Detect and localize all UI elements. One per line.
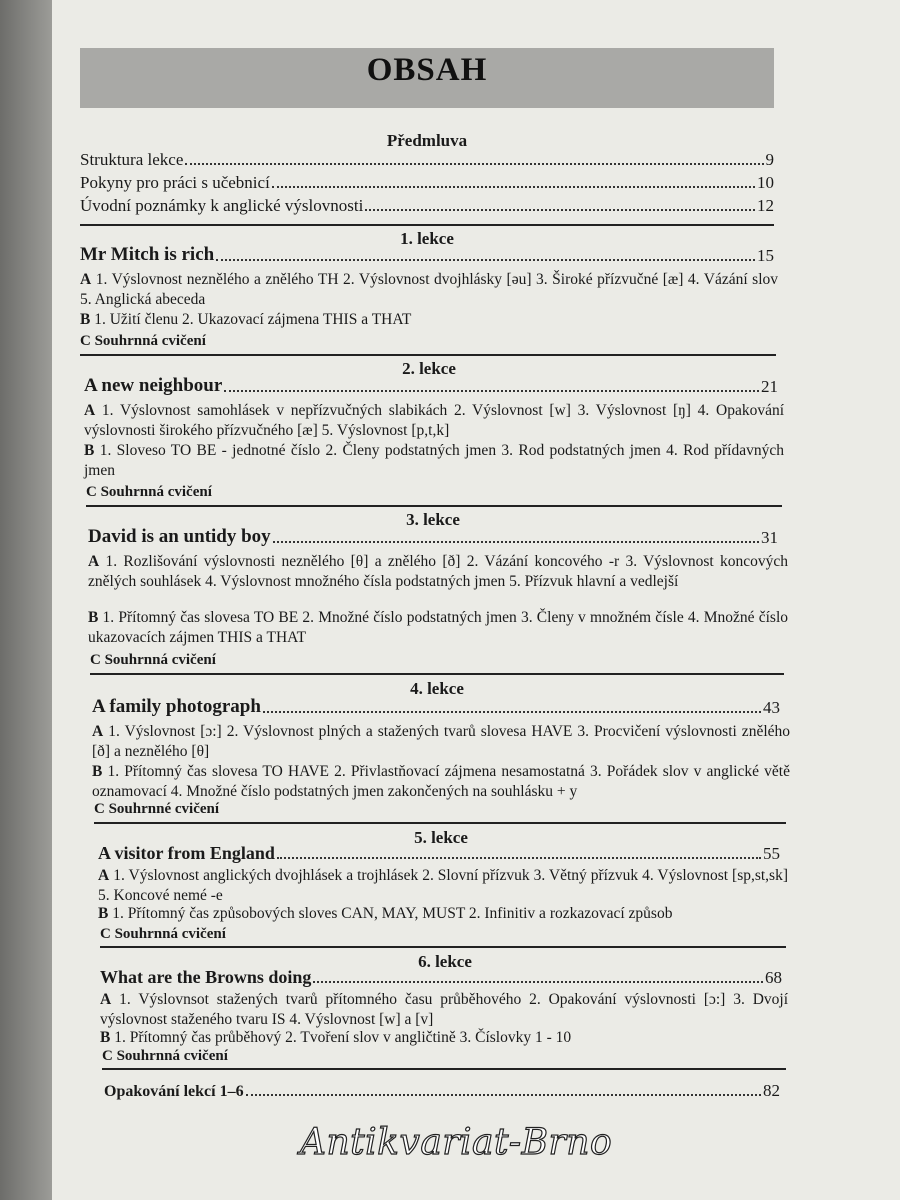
part-b-label: B [100,1029,111,1046]
lesson-part-b [80,310,778,330]
lesson-page: 31 [761,528,778,547]
lesson-title: A family photograph [92,696,261,717]
leader-dots [246,1094,761,1096]
part-a-text: 1. Výslovnost samohlásek v nepřízvučných slabikách 2. Výslovnost [w] 3. Výslovnost [ŋ] 4. Opakování výslovnosti širokého přízvučného [æ] 5. Výslovnost [p,t,k] [84,402,785,439]
leader-dots [365,209,755,211]
part-c-text: Souhrnné cvičení [108,801,220,817]
toc-entry-label: Úvodní poznámky k anglické výslovnosti [80,196,364,215]
part-b-label: B [92,763,103,780]
lesson-part-a [88,552,788,592]
toc-entry-page: 10 [757,173,774,192]
toc-entry-label: Pokyny pro práci s učebnicí [80,173,270,192]
part-a-text: 1. Rozlišování výslovnosti neznělého [θ] a znělého [ð] 2. Vázání koncového -r 3. Výslovnost koncových znělých souhlásek 4. Výslovnost množného čísla podstatných jmen 5. Přízvuk hlavní a vedlejší [88,553,789,590]
part-a-label: A [88,553,100,570]
toc-entry [80,150,774,170]
part-a-label: A [100,991,112,1008]
lesson-title-row [84,375,778,397]
lesson-page: 21 [761,377,778,396]
part-c-label: C [94,801,105,817]
review-page: 82 [763,1081,780,1100]
lesson-title: A new neighbour [84,375,223,396]
lesson-title: David is an untidy boy [88,526,271,547]
lesson-title: A visitor from England [98,843,275,863]
lesson-part-a [98,866,788,906]
lesson-part-a [80,270,778,310]
review-label: Opakování lekcí 1–6 [104,1083,244,1100]
part-c-text: Souhrnná cvičení [94,333,206,349]
lesson-part-c [90,652,216,669]
part-c-label: C [80,333,91,349]
lesson-title-row [98,843,780,864]
leader-dots [216,259,755,261]
toc-entry [80,196,774,216]
lesson-page: 43 [763,698,780,717]
lesson-title-row [88,526,778,548]
lesson-title-row [92,696,780,718]
toc-entry [80,173,774,193]
leader-dots [313,981,763,983]
leader-dots [224,390,759,392]
part-b-text: 1. Sloveso TO BE - jednotné číslo 2. Členy podstatných jmen 3. Rod podstatných jmen 4. Rod přídavných jmen [84,442,784,479]
lesson-part-c [86,484,212,501]
lesson-part-a [100,990,788,1030]
lesson-part-b [84,441,784,481]
part-a-label: A [84,402,96,419]
part-b-text: 1. Užití členu 2. Ukazovací zájmena THIS a THAT [94,311,412,328]
toc-entry-label: Struktura lekce [80,150,184,169]
divider [102,1068,786,1070]
lesson-part-b [100,1028,788,1048]
page-title: OBSAH [366,52,488,88]
divider [90,673,784,675]
lesson-part-a [92,722,790,762]
part-c-label: C [100,926,111,942]
lesson-heading: 1. lekce [400,229,454,248]
part-b-label: B [98,905,109,922]
part-c-label: C [90,652,101,668]
lesson-title: Mr Mitch is rich [80,244,215,265]
part-a-text: 1. Výslovnsot stažených tvarů přítomného času průběhového 2. Opakování výslovnosti [ɔ:] 3. Dvojí výslovnost staženého tvaru IS 4. Výslovnost [w] a [v] [100,991,789,1028]
lesson-part-c [102,1048,228,1065]
part-b-label: B [88,609,99,626]
part-a-text: 1. Výslovnost [ɔ:] 2. Výslovnost plných a stažených tvarů slovesa HAVE 3. Procvičení výslovnosti znělého [ð] a neznělého [θ] [92,723,791,760]
part-a-label: A [92,723,104,740]
part-c-text: Souhrnná cvičení [104,652,216,668]
lesson-part-a [84,401,784,441]
review-row [104,1081,780,1101]
part-b-text: 1. Přítomný čas způsobových sloves CAN, MAY, MUST 2. Infinitiv a rozkazovací způsob [112,905,673,922]
part-b-label: B [84,442,95,459]
part-b-label: B [80,311,91,328]
leader-dots [185,163,763,165]
toc-entry-page: 9 [765,150,774,169]
lesson-page: 68 [765,968,782,987]
toc-entry-page: 12 [757,196,774,215]
lesson-part-b [88,608,788,648]
lesson-title-row [80,244,774,266]
part-c-text: Souhrnná cvičení [116,1048,228,1064]
lesson-heading: 6. lekce [418,952,472,971]
part-c-text: Souhrnná cvičení [114,926,226,942]
lesson-page: 15 [757,246,774,265]
part-c-text: Souhrnná cvičení [100,484,212,500]
part-a-text: 1. Výslovnost anglických dvojhlásek a trojhlásek 2. Slovní přízvuk 3. Větný přízvuk 4. Výslovnost [sp,st,sk] 5. Koncové nemé -e [98,867,789,904]
part-b-text: 1. Přítomný čas průběhový 2. Tvoření slov v angličtině 3. Číslovky 1 - 10 [114,1029,572,1046]
watermark-text: Antikvariat-Brno [300,1122,613,1163]
lesson-title: What are the Browns doing [100,967,312,987]
lesson-part-b [98,904,788,924]
leader-dots [272,186,755,188]
leader-dots [263,711,761,713]
lesson-part-c [94,801,219,818]
divider [80,224,774,226]
lesson-heading: 2. lekce [402,359,456,378]
part-a-label: A [80,271,92,288]
lesson-part-c [80,333,206,350]
divider [80,354,776,356]
part-a-label: A [98,867,110,884]
lesson-title-row [100,967,782,988]
divider [86,505,782,507]
leader-dots [273,541,759,543]
lesson-heading: 3. lekce [406,510,460,529]
part-c-label: C [86,484,97,500]
leader-dots [277,857,761,859]
part-b-text: 1. Přítomný čas slovesa TO BE 2. Množné číslo podstatných jmen 3. Členy v množném čísle 4. Množné číslo ukazovacích zájmen THIS a THAT [88,609,789,646]
lesson-heading: 5. lekce [414,828,468,847]
lesson-part-c [100,926,226,943]
divider [94,822,786,824]
part-c-label: C [102,1048,113,1064]
divider [100,946,786,948]
preface-heading: Předmluva [386,131,468,150]
lesson-page: 55 [763,844,780,863]
lesson-part-b [92,762,790,802]
lesson-heading: 4. lekce [410,679,464,698]
part-b-text: 1. Přítomný čas slovesa TO HAVE 2. Přivlastňovací zájmena nesamostatná 3. Pořádek slov v anglické větě oznamovací 4. Množné číslo podstatných jmen zakončených na souhlásku + y [92,763,790,800]
part-a-text: 1. Výslovnost neznělého a znělého TH 2. Výslovnost dvojhlásky [əu] 3. Široké přízvučné [æ] 4. Vázání slov 5. Anglická abeceda [80,271,779,308]
